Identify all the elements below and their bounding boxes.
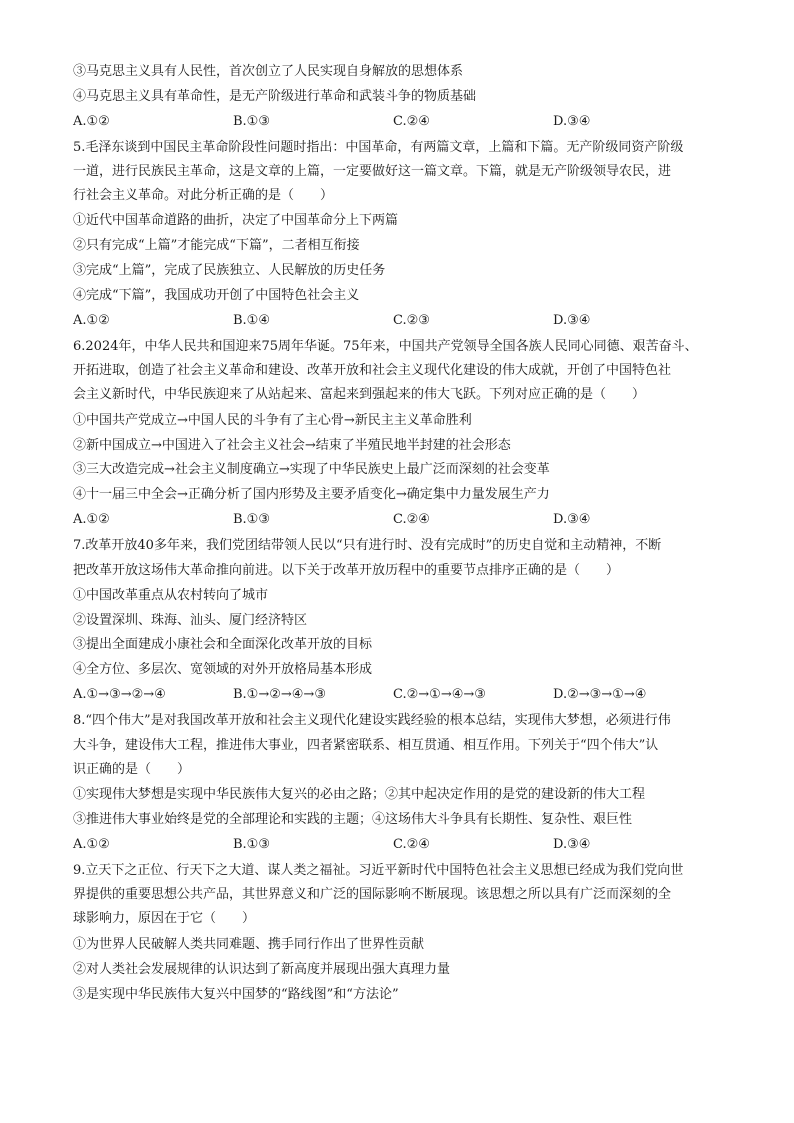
q5-statement-1: ①近代中国革命道路的曲折，决定了中国革命分上下两篇 xyxy=(73,213,399,228)
q6-statement-2: ②新中国成立→中国进入了社会主义社会→结束了半殖民地半封建的社会形态 xyxy=(73,438,511,453)
q7-statement-3: ③提出全面建成小康社会和全面深化改革开放的目标 xyxy=(73,637,373,652)
q8-option-d[interactable]: D.③④ xyxy=(553,837,591,852)
q5-option-a[interactable]: A.①② xyxy=(73,313,110,328)
q4-statement-4: ④马克思主义具有革命性，是无产阶级进行革命和武装斗争的物质基础 xyxy=(73,89,477,104)
q7-stem-line-1: 7.改革开放40多年来，我们党团结带领人民以“只有进行时、没有完成时”的历史自觉和主动精神，不断 xyxy=(73,538,662,553)
q9-statement-2: ②对人类社会发展规律的认识达到了新高度并展现出强大真理力量 xyxy=(73,962,451,977)
q6-option-b[interactable]: B.①③ xyxy=(233,512,270,527)
q5-statement-4: ④完成“下篇”，我国成功开创了中国特色社会主义 xyxy=(73,288,360,303)
q6-stem-line-2: 开拓进取，创造了社会主义革命和建设、改革开放和社会主义现代化建设的伟大成就，开创了中国特色社 xyxy=(73,363,672,378)
q8-stem-line-1: 8.“四个伟大”是对我国改革开放和社会主义现代化建设实践经验的根本总结，实现伟大梦想，必须进行伟 xyxy=(73,713,671,728)
q8-options xyxy=(73,836,728,854)
q5-options xyxy=(73,312,728,330)
q6-stem-line-1: 6.2024年，中华人民共和国迎来75周年华诞。75年来，中国共产党领导全国各族人民同心同德、艰苦奋斗、 xyxy=(73,339,698,354)
q9-statement-3: ③是实现中华民族伟大复兴中国梦的“路线图”和“方法论” xyxy=(73,987,399,1002)
q7-stem-line-2: 把改革开放这场伟大革命推向前进。以下关于改革开放历程中的重要节点排序正确的是（ ） xyxy=(73,563,620,578)
q8-stem-line-3: 识正确的是（ ） xyxy=(73,762,191,777)
q7-option-a[interactable]: A.①→③→②→④ xyxy=(73,687,166,702)
q5-stem-line-3: 行社会主义革命。对此分析正确的是（ ） xyxy=(73,188,334,203)
q6-statement-4: ④十一届三中全会→正确分析了国内形势及主要矛盾变化→确定集中力量发展生产力 xyxy=(73,487,550,502)
q5-statement-2: ②只有完成“上篇”才能完成“下篇”，二者相互衔接 xyxy=(73,238,360,253)
q6-stem-line-3: 会主义新时代，中华民族迎来了从站起来、富起来到强起来的伟大飞跃。下列对应正确的是（ ） xyxy=(73,387,646,402)
q9-statement-1: ①为世界人民破解人类共同难题、携手同行作出了世界性贡献 xyxy=(73,937,425,952)
q5-option-d[interactable]: D.③④ xyxy=(553,313,591,328)
q6-options xyxy=(73,511,728,529)
q7-option-b[interactable]: B.①→②→④→③ xyxy=(233,687,326,702)
q5-option-b[interactable]: B.①④ xyxy=(233,313,270,328)
q8-stem-line-2: 大斗争，建设伟大工程，推进伟大事业，四者紧密联系、相互贯通、相互作用。下列关于“四个伟大”认 xyxy=(73,738,659,753)
q4-option-c[interactable]: C.②④ xyxy=(393,114,430,129)
q4-statement-3: ③马克思主义具有人民性，首次创立了人民实现自身解放的思想体系 xyxy=(73,64,464,79)
q9-stem-line-1: 9.立天下之正位、行天下之大道、谋人类之福祉。习近平新时代中国特色社会主义思想已经成为我们党向世 xyxy=(73,863,684,878)
q8-option-b[interactable]: B.①③ xyxy=(233,837,270,852)
q8-statement-line-2: ③推进伟大事业始终是党的全部理论和实践的主题；④这场伟大斗争具有长期性、复杂性、艰巨性 xyxy=(73,812,633,827)
q8-option-a[interactable]: A.①② xyxy=(73,837,110,852)
q7-option-c[interactable]: C.②→①→④→③ xyxy=(393,687,486,702)
q6-statement-3: ③三大改造完成→社会主义制度确立→实现了中华民族史上最广泛而深刻的社会变革 xyxy=(73,462,550,477)
q5-stem-line-1: 5.毛泽东谈到中国民主革命阶段性问题时指出：中国革命，有两篇文章，上篇和下篇。无产阶级同资产阶级 xyxy=(73,140,684,155)
q7-statement-4: ④全方位、多层次、宽领域的对外开放格局基本形成 xyxy=(73,662,373,677)
q5-option-c[interactable]: C.②③ xyxy=(393,313,430,328)
q4-option-a[interactable]: A.①② xyxy=(73,114,110,129)
q9-stem-line-3: 球影响力，原因在于它（ ） xyxy=(73,911,256,926)
q7-statement-1: ①中国改革重点从农村转向了城市 xyxy=(73,588,269,603)
q7-option-d[interactable]: D.②→③→①→④ xyxy=(553,687,647,702)
q6-option-d[interactable]: D.③④ xyxy=(553,512,591,527)
q8-statement-line-1: ①实现伟大梦想是实现中华民族伟大复兴的必由之路；②其中起决定作用的是党的建设新的伟大工程 xyxy=(73,787,646,802)
q4-options xyxy=(73,113,728,131)
q5-stem-line-2: 一道，进行民族民主革命，这是文章的上篇，一定要做好这一篇文章。下篇，就是无产阶级领导农民，进 xyxy=(73,164,672,179)
q4-option-b[interactable]: B.①③ xyxy=(233,114,270,129)
q7-options xyxy=(73,686,728,704)
q4-option-d[interactable]: D.③④ xyxy=(553,114,591,129)
q6-option-c[interactable]: C.②④ xyxy=(393,512,430,527)
q8-option-c[interactable]: C.②④ xyxy=(393,837,430,852)
q6-statement-1: ①中国共产党成立→中国人民的斗争有了主心骨→新民主主义革命胜利 xyxy=(73,413,472,428)
q6-option-a[interactable]: A.①② xyxy=(73,512,110,527)
q5-statement-3: ③完成“上篇”，完成了民族独立、人民解放的历史任务 xyxy=(73,263,386,278)
q7-statement-2: ②设置深圳、珠海、汕头、厦门经济特区 xyxy=(73,613,308,628)
q9-stem-line-2: 界提供的重要思想公共产品，其世界意义和广泛的国际影响不断展现。该思想之所以具有广泛而深刻的全 xyxy=(73,887,672,902)
